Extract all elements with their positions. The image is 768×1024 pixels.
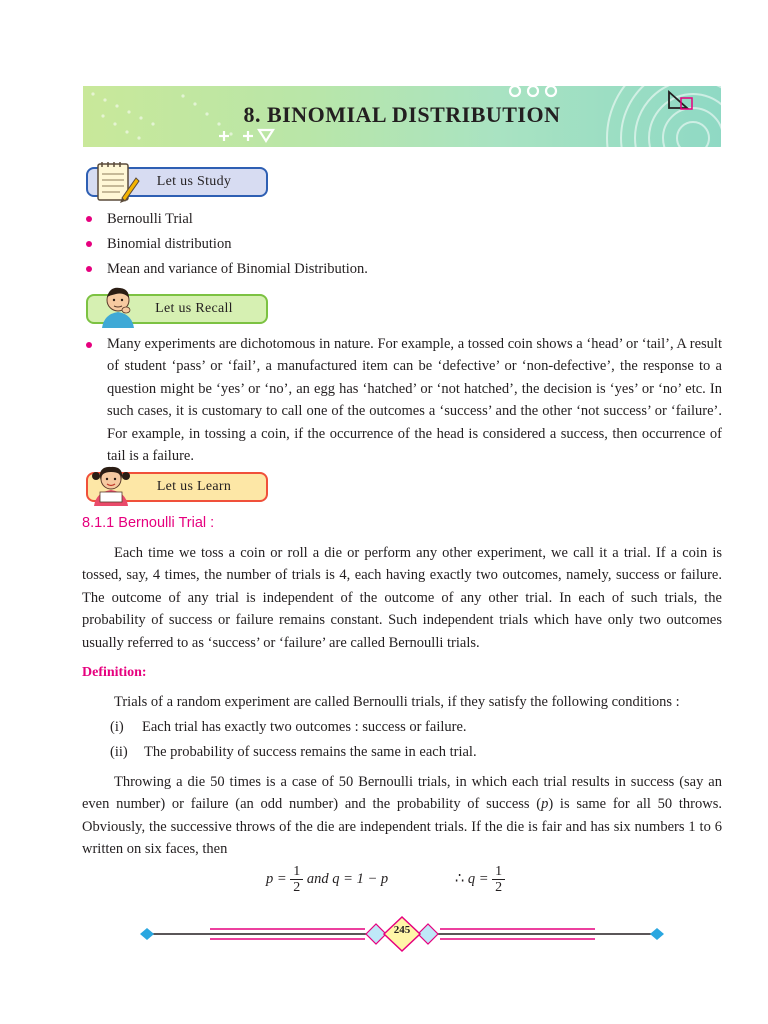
fraction-numerator: 1: [290, 864, 303, 880]
definition-label: Definition:: [82, 665, 147, 680]
section-heading-bernoulli: 8.1.1 Bernoulli Trial :: [82, 515, 215, 531]
list-item: Binomial distribution: [82, 232, 722, 257]
formula-p: [266, 864, 388, 895]
condition-item: [110, 740, 722, 765]
conditions-list: [110, 715, 722, 765]
recall-paragraph: Many experiments are dichotomous in nature. For example, a tossed coin shows a ‘head’ or ‘tail’, A result of student ‘pass’ or ‘fail’, a manufactured item can be ‘defective’ or ‘non-defective’, the response to a question might be ‘yes’ or ‘no’, an egg has ‘hatched’ or ‘not hatched’, the decision is ‘yes’ or ‘no’ etc. In such cases, it is customary to call one of the outcomes a ‘success’ and the other ‘not success’ or ‘failure’. For example, in tossing a coin, if the occurrence of the head is considered a success, then occurrence of tail is a failure.: [82, 333, 722, 467]
study-topics-list: [82, 207, 722, 282]
condition-number: (ii): [110, 744, 128, 760]
reading-girl-icon: [88, 462, 134, 508]
notepad-pencil-icon: [92, 158, 140, 206]
fraction-denominator: 2: [293, 880, 301, 895]
let-us-recall-label: Let us Recall: [155, 301, 233, 316]
let-us-learn-label: Let us Learn: [156, 479, 232, 494]
fraction-denominator: 2: [495, 880, 503, 895]
formula-q-relation: and q = 1 − p: [306, 870, 389, 887]
condition-text: Each trial has exactly two outcomes : success or failure.: [142, 719, 467, 735]
list-item: Mean and variance of Binomial Distribution.: [82, 257, 722, 282]
page-number: 245: [393, 924, 411, 936]
example-paragraph: [82, 771, 722, 861]
example-text-start: Throwing a die 50 times is a case of 50 Bernoulli trials, in which each trial results in success (say an even number) or failure (an odd number) and the probability of success (: [82, 774, 722, 813]
fraction-one-half: [290, 864, 303, 895]
bernoulli-paragraph: Each time we toss a coin or roll a die or perform any other experiment, we call it a trial. If a coin is tossed, say, 4 times, the number of trials is 4, each having exactly two outcomes, namely, success or failure. The outcome of any trial is independent of the outcome of any other trial. In each of such trials, the probability of success or failure remains constant. Such independent trials which have only two outcomes usually referred to as ‘success’ or ‘failure’ are called Bernoulli trials.: [82, 545, 722, 651]
condition-text: The probability of success remains the same in each trial.: [144, 744, 477, 760]
chapter-banner: [83, 86, 721, 147]
formula-p-lhs: p =: [266, 870, 287, 887]
condition-number: (i): [110, 719, 124, 735]
p-symbol: p: [541, 796, 549, 813]
formula-q: [455, 864, 505, 895]
fraction-one-half-q: [492, 864, 505, 895]
let-us-study-label: Let us Study: [156, 174, 232, 189]
fraction-numerator: 1: [492, 864, 505, 880]
formula-q-lhs: q =: [467, 870, 489, 887]
condition-item: [110, 715, 722, 740]
therefore-symbol: ∴: [455, 870, 465, 887]
footer-ornament: [140, 914, 664, 954]
example-text-end: ) is same for all 50 throws. Obviously, the successive throws of the die are independent trials. If the die is fair and has six numbers 1 to 6 written on six faces, then: [82, 796, 722, 858]
thinking-boy-icon: [96, 282, 140, 330]
recall-block: [82, 333, 722, 467]
list-item: Bernoulli Trial: [82, 207, 722, 232]
definition-intro: Trials of a random experiment are called Bernoulli trials, if they satisfy the following conditions :: [114, 694, 680, 710]
chapter-title: 8. BINOMIAL DISTRIBUTION: [243, 102, 561, 127]
